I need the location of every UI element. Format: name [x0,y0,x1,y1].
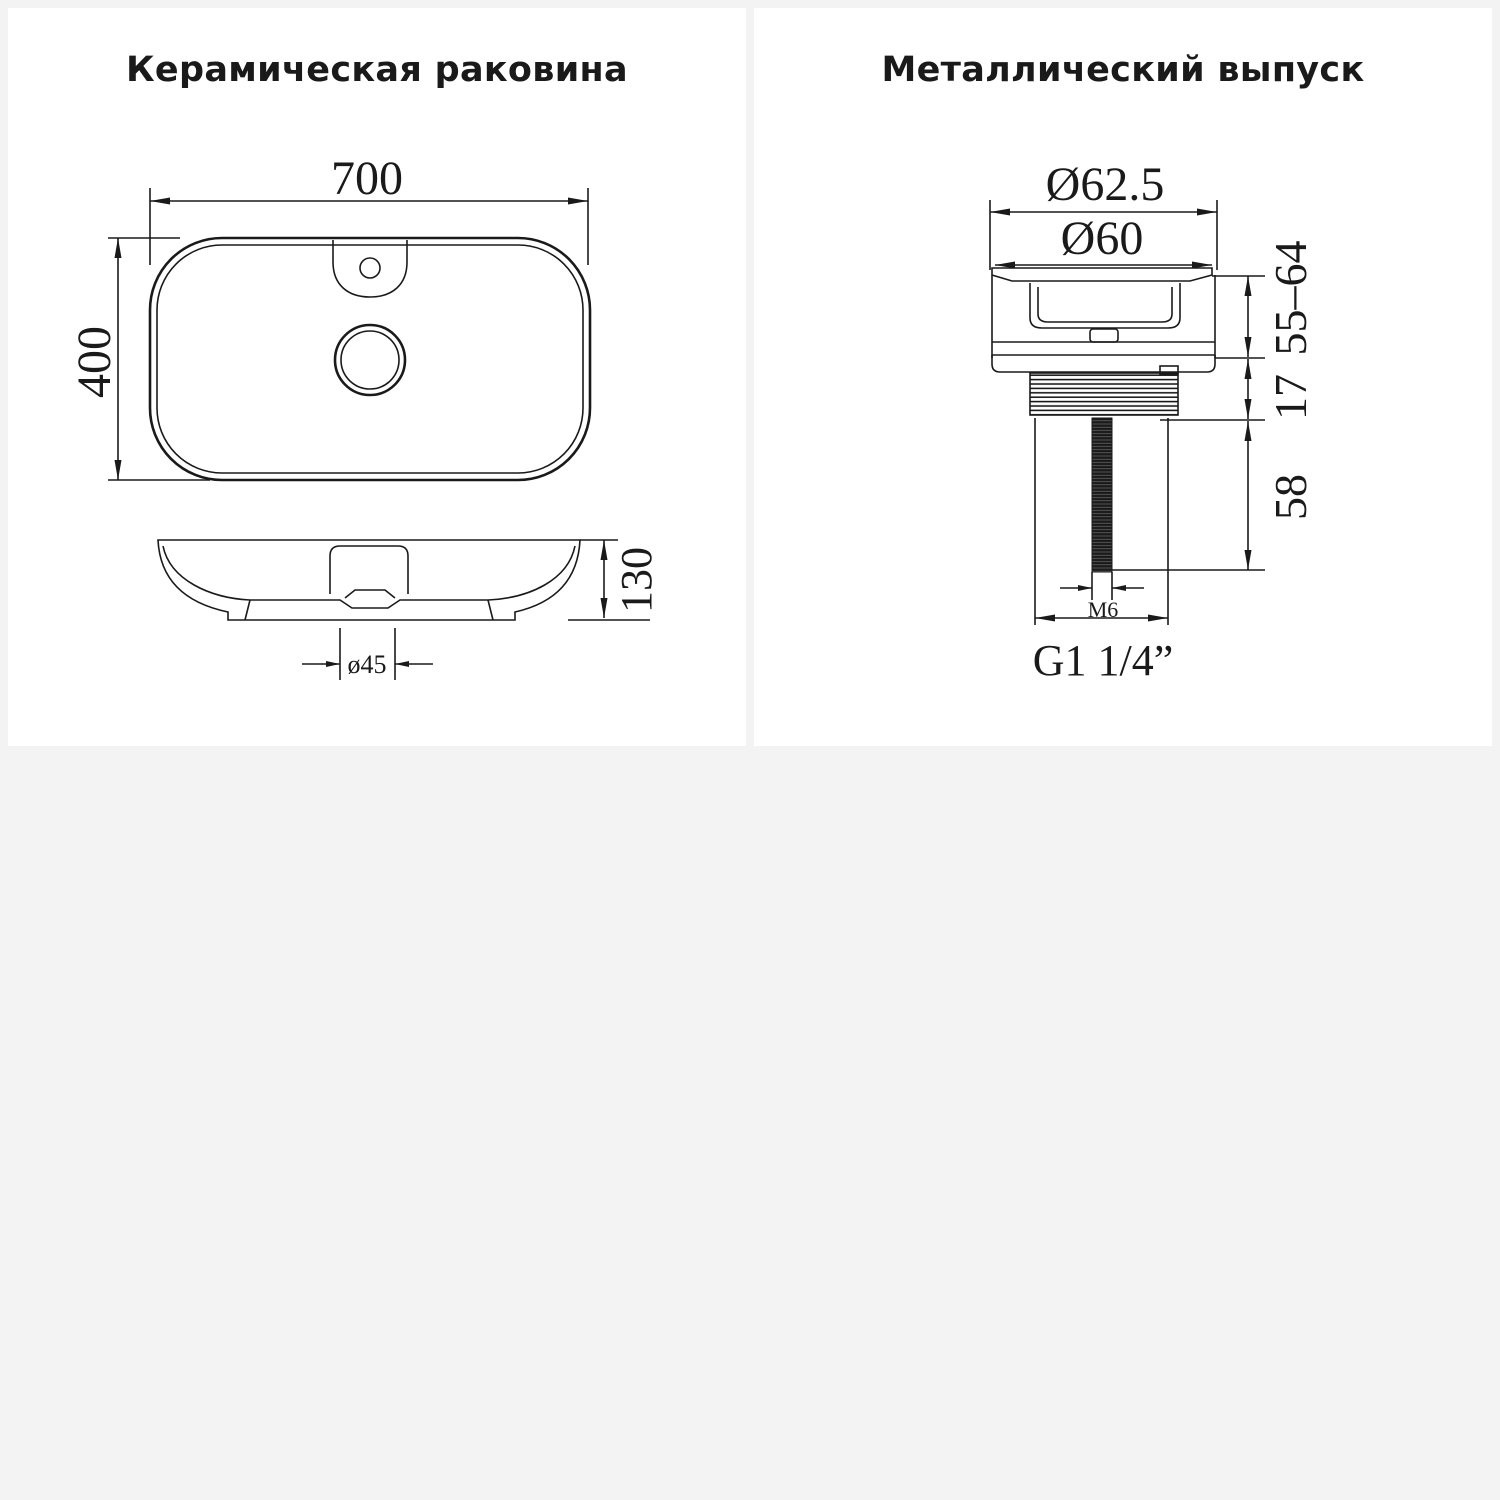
drain-diameter-value: ø45 [347,650,387,679]
drain-diameter-dimension [302,628,433,680]
pipe-thread-value: G1 1/4” [1032,636,1174,685]
overflow-hole [360,258,380,278]
pipe-thread-dimension [1033,618,1174,685]
rod-thread-value: M6 [1087,597,1119,622]
height-dimension [568,540,661,620]
sink-top-view [150,238,590,480]
drain-body [992,268,1215,625]
faucet-deck-notch [333,240,407,297]
drain-thread-section [1030,373,1178,415]
sink-base-feet [245,600,493,620]
drain-stem [1090,329,1118,342]
flange-diameter-value: Ø62.5 [1045,158,1165,211]
sink-bowl-inner-line [163,546,575,608]
drain-hole-inner [341,331,399,389]
body-height-value: 55–64 [1265,240,1316,356]
width-value: 700 [331,152,403,205]
threaded-rod [1092,418,1112,572]
depth-value: 400 [68,326,121,398]
plate-diameter-dimension [995,212,1212,265]
depth-dimension [68,238,210,480]
width-dimension [150,152,588,265]
sink-drawing-panel [8,8,746,746]
drain-base [992,355,1215,372]
sink-outer-rim [150,238,590,480]
drain-drawing [754,8,1492,746]
drain-hole-outer [335,325,405,395]
rod-thread-dimension [1060,572,1144,622]
sink-side-view [158,540,580,620]
drain-cap-plate [992,268,1212,281]
plate-diameter-value: Ø60 [1060,212,1144,265]
height-value: 130 [612,547,661,613]
drain-title: Металлический выпуск [881,50,1365,90]
overflow-channel [330,546,408,594]
sink-drawing [8,8,746,746]
drain-drawing-panel [754,8,1492,746]
sink-title: Керамическая раковина [126,50,628,90]
drain-cup-inner [1038,287,1172,322]
tail-length-value: 58 [1265,474,1316,520]
thread-height-value: 17 [1265,374,1316,420]
drain-outlet [345,590,395,598]
sink-inner-rim [157,245,583,473]
